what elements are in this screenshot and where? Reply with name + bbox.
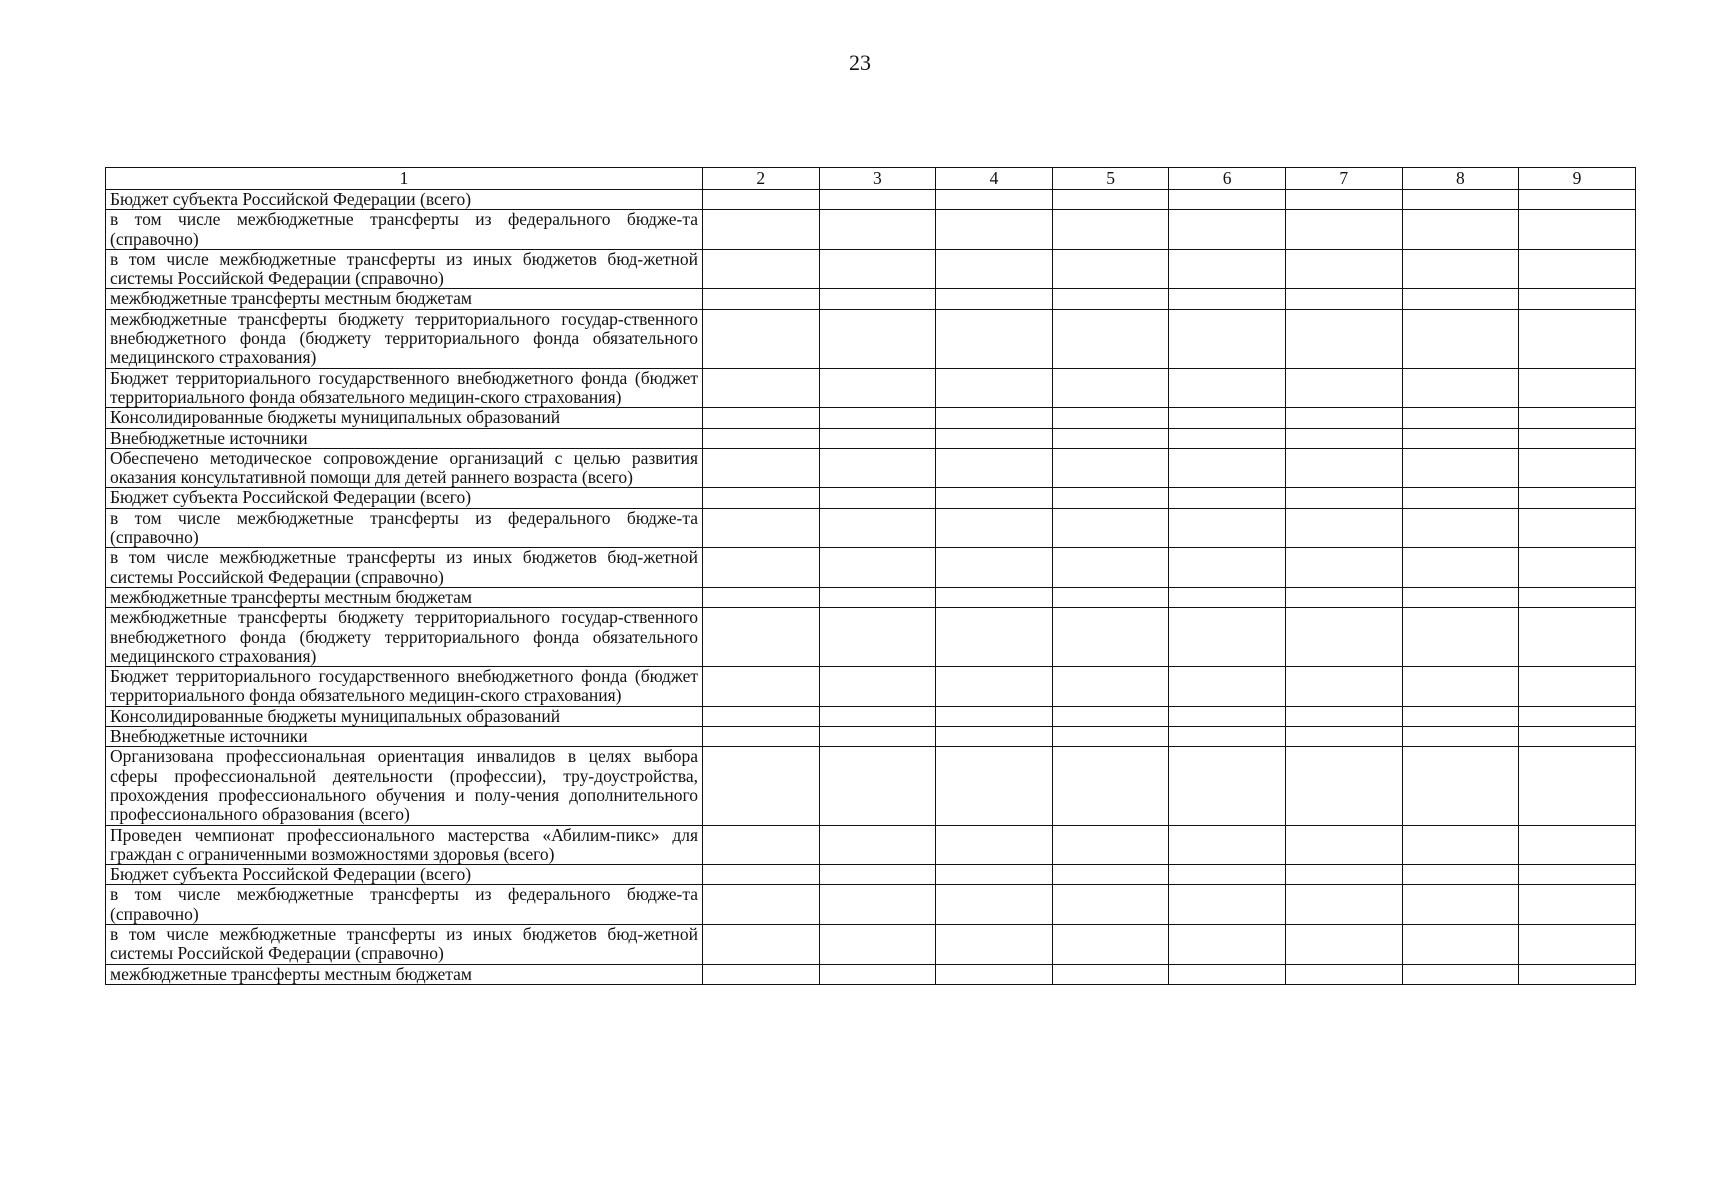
value-cell [936, 508, 1053, 548]
value-cell [1519, 289, 1636, 309]
value-cell [1519, 727, 1636, 747]
value-cell [1285, 508, 1402, 548]
row-label: межбюджетные трансферты местным бюджетам [106, 587, 703, 607]
value-cell [1169, 309, 1286, 368]
table-row [106, 885, 1636, 925]
value-cell [1169, 548, 1286, 588]
value-cell [703, 210, 820, 250]
value-cell [1519, 608, 1636, 667]
row-label: межбюджетные трансферты бюджету территориального государ-ственного внебюджетного фонда (бюджету территориального фонда обязательного медицинского страхования) [106, 608, 703, 667]
value-cell [1052, 190, 1169, 210]
value-cell [1402, 747, 1519, 825]
value-cell [819, 964, 936, 984]
value-cell [819, 727, 936, 747]
value-cell [703, 309, 820, 368]
value-cell [1285, 608, 1402, 667]
value-cell [1519, 428, 1636, 448]
value-cell [936, 747, 1053, 825]
value-cell [819, 924, 936, 964]
value-cell [1052, 964, 1169, 984]
value-cell [1052, 587, 1169, 607]
value-cell [936, 727, 1053, 747]
value-cell [819, 249, 936, 289]
value-cell [1169, 587, 1286, 607]
value-cell [1052, 488, 1169, 508]
value-cell [936, 448, 1053, 488]
value-cell [1285, 587, 1402, 607]
value-cell [936, 428, 1053, 448]
value-cell [1169, 825, 1286, 865]
value-cell [703, 964, 820, 984]
value-cell [1052, 249, 1169, 289]
value-cell [1052, 608, 1169, 667]
table-row [106, 587, 1636, 607]
value-cell [819, 885, 936, 925]
value-cell [1402, 825, 1519, 865]
value-cell [819, 667, 936, 707]
value-cell [1402, 488, 1519, 508]
value-cell [1285, 190, 1402, 210]
value-cell [1519, 368, 1636, 408]
value-cell [936, 249, 1053, 289]
value-cell [1285, 924, 1402, 964]
value-cell [819, 289, 936, 309]
table-row [106, 548, 1636, 588]
value-cell [1285, 488, 1402, 508]
budget-table [105, 167, 1636, 985]
value-cell [1169, 727, 1286, 747]
value-cell [1052, 924, 1169, 964]
row-label: межбюджетные трансферты местным бюджетам [106, 964, 703, 984]
value-cell [1519, 964, 1636, 984]
value-cell [1402, 706, 1519, 726]
table-row [106, 249, 1636, 289]
value-cell [1285, 368, 1402, 408]
value-cell [1169, 608, 1286, 667]
value-cell [703, 885, 820, 925]
value-cell [703, 667, 820, 707]
value-cell [1285, 210, 1402, 250]
value-cell [1169, 865, 1286, 885]
value-cell [1285, 667, 1402, 707]
table-row [106, 608, 1636, 667]
row-label: Обеспечено методическое сопровождение организаций с целью развития оказания консультативной помощи для детей раннего возраста (всего) [106, 448, 703, 488]
table-row [106, 825, 1636, 865]
value-cell [819, 706, 936, 726]
value-cell [1052, 825, 1169, 865]
value-cell [936, 368, 1053, 408]
value-cell [1052, 747, 1169, 825]
value-cell [936, 885, 1053, 925]
value-cell [1285, 408, 1402, 428]
value-cell [936, 190, 1053, 210]
value-cell [1402, 289, 1519, 309]
value-cell [1402, 448, 1519, 488]
value-cell [703, 608, 820, 667]
value-cell [1402, 924, 1519, 964]
value-cell [1052, 548, 1169, 588]
table-row [106, 289, 1636, 309]
value-cell [1052, 448, 1169, 488]
value-cell [1402, 249, 1519, 289]
table-row [106, 964, 1636, 984]
table-row [106, 727, 1636, 747]
value-cell [703, 488, 820, 508]
value-cell [703, 747, 820, 825]
value-cell [819, 190, 936, 210]
value-cell [1169, 428, 1286, 448]
value-cell [1285, 289, 1402, 309]
column-header: 5 [1052, 168, 1169, 190]
page-number: 23 [849, 50, 871, 75]
value-cell [1285, 747, 1402, 825]
value-cell [703, 428, 820, 448]
value-cell [819, 587, 936, 607]
table-row [106, 448, 1636, 488]
value-cell [1519, 885, 1636, 925]
row-label: в том числе межбюджетные трансферты из иных бюджетов бюд-жетной системы Российской Федерации (справочно) [106, 548, 703, 588]
row-label: Консолидированные бюджеты муниципальных образований [106, 706, 703, 726]
value-cell [819, 428, 936, 448]
value-cell [1169, 408, 1286, 428]
table-header [106, 168, 1636, 190]
value-cell [819, 608, 936, 667]
row-label: в том числе межбюджетные трансферты из иных бюджетов бюд-жетной системы Российской Федерации (справочно) [106, 249, 703, 289]
table-row [106, 368, 1636, 408]
row-label: в том числе межбюджетные трансферты из федерального бюдже-та (справочно) [106, 210, 703, 250]
value-cell [1519, 706, 1636, 726]
value-cell [703, 548, 820, 588]
value-cell [819, 825, 936, 865]
row-label: Внебюджетные источники [106, 428, 703, 448]
value-cell [936, 865, 1053, 885]
column-header: 4 [936, 168, 1053, 190]
value-cell [703, 587, 820, 607]
value-cell [1519, 667, 1636, 707]
value-cell [1052, 727, 1169, 747]
table-row [106, 747, 1636, 825]
row-label: в том числе межбюджетные трансферты из иных бюджетов бюд-жетной системы Российской Федерации (справочно) [106, 924, 703, 964]
row-label: Проведен чемпионат профессионального мастерства «Абилим-пикс» для граждан с ограниченными возможностями здоровья (всего) [106, 825, 703, 865]
table-row [106, 309, 1636, 368]
value-cell [1402, 667, 1519, 707]
row-label: в том числе межбюджетные трансферты из федерального бюдже-та (справочно) [106, 885, 703, 925]
value-cell [703, 508, 820, 548]
value-cell [1169, 747, 1286, 825]
value-cell [1169, 508, 1286, 548]
row-label: Бюджет субъекта Российской Федерации (всего) [106, 190, 703, 210]
value-cell [1052, 667, 1169, 707]
table-row [106, 190, 1636, 210]
value-cell [703, 368, 820, 408]
value-cell [1285, 706, 1402, 726]
value-cell [1519, 488, 1636, 508]
value-cell [1052, 408, 1169, 428]
value-cell [1519, 825, 1636, 865]
row-label: Бюджет субъекта Российской Федерации (всего) [106, 488, 703, 508]
value-cell [1169, 210, 1286, 250]
column-header: 2 [703, 168, 820, 190]
value-cell [1052, 309, 1169, 368]
value-cell [1402, 865, 1519, 885]
value-cell [1519, 587, 1636, 607]
table-row [106, 408, 1636, 428]
value-cell [819, 210, 936, 250]
value-cell [1519, 210, 1636, 250]
value-cell [1052, 289, 1169, 309]
value-cell [1402, 608, 1519, 667]
value-cell [1169, 667, 1286, 707]
value-cell [703, 924, 820, 964]
value-cell [1285, 964, 1402, 984]
value-cell [1402, 428, 1519, 448]
value-cell [703, 249, 820, 289]
table-row [106, 924, 1636, 964]
value-cell [936, 309, 1053, 368]
value-cell [1169, 249, 1286, 289]
table-row [106, 865, 1636, 885]
value-cell [936, 408, 1053, 428]
table-row [106, 210, 1636, 250]
value-cell [1402, 548, 1519, 588]
value-cell [819, 448, 936, 488]
value-cell [936, 548, 1053, 588]
value-cell [703, 727, 820, 747]
value-cell [936, 667, 1053, 707]
value-cell [1169, 964, 1286, 984]
value-cell [1169, 885, 1286, 925]
value-cell [1519, 309, 1636, 368]
table-row [106, 428, 1636, 448]
value-cell [1519, 865, 1636, 885]
value-cell [703, 289, 820, 309]
value-cell [1519, 548, 1636, 588]
value-cell [1169, 190, 1286, 210]
column-header: 1 [106, 168, 703, 190]
value-cell [1169, 924, 1286, 964]
value-cell [819, 508, 936, 548]
value-cell [1519, 508, 1636, 548]
value-cell [1285, 309, 1402, 368]
row-label: межбюджетные трансферты местным бюджетам [106, 289, 703, 309]
value-cell [703, 448, 820, 488]
value-cell [1402, 508, 1519, 548]
value-cell [1519, 408, 1636, 428]
value-cell [1402, 190, 1519, 210]
column-header: 9 [1519, 168, 1636, 190]
column-header: 8 [1402, 168, 1519, 190]
table-body [106, 190, 1636, 985]
row-label: в том числе межбюджетные трансферты из федерального бюдже-та (справочно) [106, 508, 703, 548]
value-cell [1402, 587, 1519, 607]
value-cell [1169, 488, 1286, 508]
value-cell [1052, 210, 1169, 250]
value-cell [1402, 210, 1519, 250]
value-cell [703, 408, 820, 428]
value-cell [1285, 727, 1402, 747]
value-cell [819, 865, 936, 885]
row-label: Консолидированные бюджеты муниципальных образований [106, 408, 703, 428]
column-header: 3 [819, 168, 936, 190]
value-cell [1519, 924, 1636, 964]
value-cell [1519, 190, 1636, 210]
value-cell [936, 706, 1053, 726]
row-label: межбюджетные трансферты бюджету территориального государ-ственного внебюджетного фонда (бюджету территориального фонда обязательного медицинского страхования) [106, 309, 703, 368]
value-cell [936, 964, 1053, 984]
value-cell [1402, 408, 1519, 428]
value-cell [1285, 249, 1402, 289]
column-header: 7 [1285, 168, 1402, 190]
value-cell [1052, 368, 1169, 408]
value-cell [703, 865, 820, 885]
value-cell [819, 488, 936, 508]
value-cell [936, 289, 1053, 309]
value-cell [703, 190, 820, 210]
value-cell [819, 747, 936, 825]
value-cell [936, 587, 1053, 607]
value-cell [819, 309, 936, 368]
value-cell [1519, 448, 1636, 488]
value-cell [1169, 289, 1286, 309]
value-cell [936, 924, 1053, 964]
value-cell [1285, 865, 1402, 885]
table-row [106, 488, 1636, 508]
value-cell [819, 368, 936, 408]
value-cell [1052, 508, 1169, 548]
row-label: Бюджет территориального государственного внебюджетного фонда (бюджет территориального фонда обязательного медицин-ского страхования) [106, 368, 703, 408]
table-row [106, 706, 1636, 726]
value-cell [1285, 428, 1402, 448]
column-header: 6 [1169, 168, 1286, 190]
value-cell [1402, 368, 1519, 408]
row-label: Бюджет территориального государственного внебюджетного фонда (бюджет территориального фонда обязательного медицин-ского страхования) [106, 667, 703, 707]
value-cell [703, 706, 820, 726]
value-cell [1169, 448, 1286, 488]
table-row [106, 508, 1636, 548]
value-cell [1285, 825, 1402, 865]
value-cell [819, 408, 936, 428]
value-cell [936, 608, 1053, 667]
value-cell [1052, 706, 1169, 726]
row-label: Организована профессиональная ориентация инвалидов в целях выбора сферы профессиональной деятельности (профессии), тру-доустройства, прохождения профессионального обучения и полу-чения дополнительного профессионального образования (всего) [106, 747, 703, 825]
value-cell [936, 825, 1053, 865]
value-cell [703, 825, 820, 865]
value-cell [1402, 727, 1519, 747]
value-cell [1052, 865, 1169, 885]
value-cell [1519, 249, 1636, 289]
value-cell [1169, 368, 1286, 408]
header-row [106, 168, 1636, 190]
value-cell [1402, 885, 1519, 925]
value-cell [1052, 885, 1169, 925]
value-cell [936, 210, 1053, 250]
value-cell [819, 548, 936, 588]
value-cell [936, 488, 1053, 508]
value-cell [1285, 448, 1402, 488]
value-cell [1402, 309, 1519, 368]
row-label: Внебюджетные источники [106, 727, 703, 747]
value-cell [1402, 964, 1519, 984]
value-cell [1519, 747, 1636, 825]
value-cell [1285, 885, 1402, 925]
table-row [106, 667, 1636, 707]
value-cell [1169, 706, 1286, 726]
value-cell [1052, 428, 1169, 448]
value-cell [1285, 548, 1402, 588]
row-label: Бюджет субъекта Российской Федерации (всего) [106, 865, 703, 885]
